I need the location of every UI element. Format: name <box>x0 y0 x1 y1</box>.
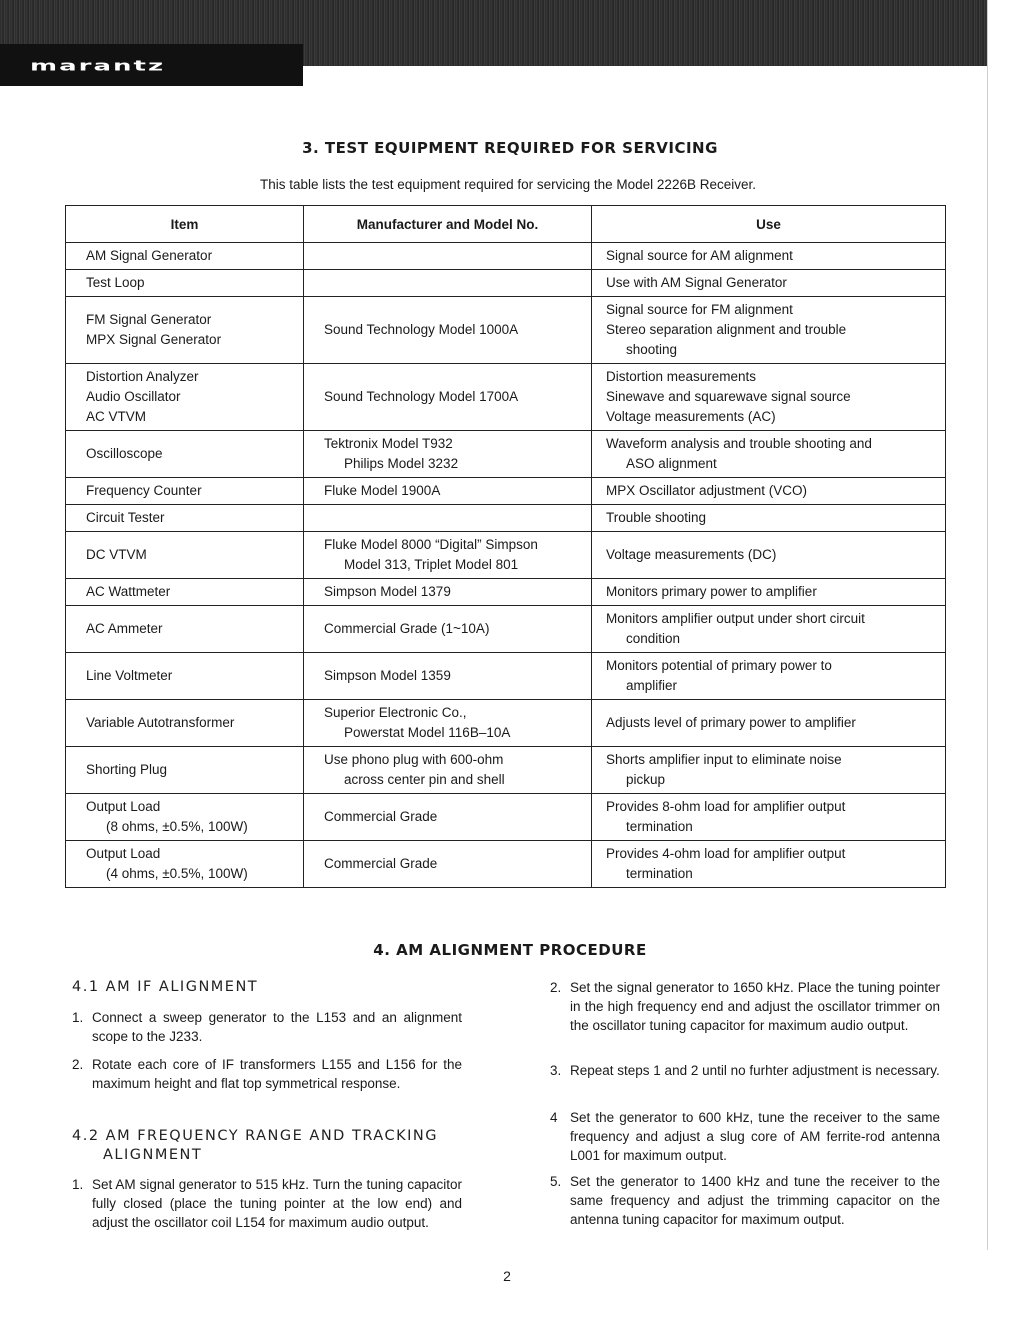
cell-item: Circuit Tester <box>66 505 304 532</box>
table-row <box>66 431 946 478</box>
list-item: 1. Connect a sweep generator to the L153 and an alignment scope to the J233. <box>72 1010 462 1044</box>
column-header-use: Use <box>592 206 946 243</box>
table-row <box>66 606 946 653</box>
cell-item: Test Loop <box>66 270 304 297</box>
cell-use: Signal source for FM alignment Stereo separation alignment and trouble shooting <box>592 297 946 364</box>
cell-use: Signal source for AM alignment <box>592 243 946 270</box>
table-header-row <box>66 206 946 243</box>
cell-use: Monitors amplifier output under short circuit condition <box>592 606 946 653</box>
cell-item: Shorting Plug <box>66 747 304 794</box>
list-item: 5. Set the generator to 1400 kHz and tune the receiver to the same frequency and adjust the trimming capacitor on the antenna tuning capacitor for maximum output. <box>550 1174 940 1227</box>
cell-model: Commercial Grade <box>304 794 592 841</box>
cell-item: Frequency Counter <box>66 478 304 505</box>
table-row <box>66 841 946 888</box>
column-header-model: Manufacturer and Model No. <box>304 206 592 243</box>
cell-model <box>304 505 592 532</box>
table-row <box>66 270 946 297</box>
cell-model: Simpson Model 1379 <box>304 579 592 606</box>
cell-model: Tektronix Model T932 Philips Model 3232 <box>304 431 592 478</box>
cell-model <box>304 270 592 297</box>
logo-text: marantz <box>30 57 166 75</box>
table-row <box>66 700 946 747</box>
list-item: 3. Repeat steps 1 and 2 until no furhter adjustment is necessary. <box>550 1063 940 1078</box>
table-row <box>66 747 946 794</box>
cell-model: Commercial Grade (1~10A) <box>304 606 592 653</box>
cell-use: Waveform analysis and trouble shooting and ASO alignment <box>592 431 946 478</box>
cell-item: AC Ammeter <box>66 606 304 653</box>
table-row <box>66 478 946 505</box>
cell-item: Variable Autotransformer <box>66 700 304 747</box>
cell-use: Trouble shooting <box>592 505 946 532</box>
cell-item: AC Wattmeter <box>66 579 304 606</box>
table-row <box>66 794 946 841</box>
table-row <box>66 532 946 579</box>
cell-item: Distortion Analyzer Audio Oscillator AC VTVM <box>66 364 304 431</box>
cell-item: DC VTVM <box>66 532 304 579</box>
subsection-4-1-title: 4.1 AM IF ALIGNMENT <box>72 979 259 995</box>
column-header-item: Item <box>66 206 304 243</box>
cell-model: Use phono plug with 600-ohm across center pin and shell <box>304 747 592 794</box>
cell-model <box>304 243 592 270</box>
section-3-intro: This table lists the test equipment required for servicing the Model 2226B Receiver. <box>259 177 756 192</box>
cell-use: MPX Oscillator adjustment (VCO) <box>592 478 946 505</box>
cell-use: Use with AM Signal Generator <box>592 270 946 297</box>
cell-use: Adjusts level of primary power to amplifier <box>592 700 946 747</box>
section-4-title: 4. AM ALIGNMENT PROCEDURE <box>373 941 647 959</box>
section-3-title: 3. TEST EQUIPMENT REQUIRED FOR SERVICING <box>302 139 718 157</box>
cell-model: Fluke Model 1900A <box>304 478 592 505</box>
table-row <box>66 364 946 431</box>
cell-model: Fluke Model 8000 “Digital” Simpson Model 313, Triplet Model 801 <box>304 532 592 579</box>
cell-model: Sound Technology Model 1700A <box>304 364 592 431</box>
cell-use: Provides 8-ohm load for amplifier output termination <box>592 794 946 841</box>
list-item: 2. Set the signal generator to 1650 kHz. Place the tuning pointer in the high frequency end and adjust the oscillator trimmer on the oscillator tuning capacitor for maximum audio output. <box>550 980 940 1033</box>
cell-model: Simpson Model 1359 <box>304 653 592 700</box>
list-item: 1. Set AM signal generator to 515 kHz. Turn the tuning capacitor fully closed (place the tuning pointer at the low end) and adjust the oscillator coil L154 for maximum audio output. <box>72 1177 462 1230</box>
cell-item: AM Signal Generator <box>66 243 304 270</box>
table-row <box>66 653 946 700</box>
table-row <box>66 579 946 606</box>
table-row <box>66 243 946 270</box>
page-number: 2 <box>503 1268 511 1284</box>
cell-model: Superior Electronic Co., Powerstat Model 116B–10A <box>304 700 592 747</box>
cell-item: Output Load (4 ohms, ±0.5%, 100W) <box>66 841 304 888</box>
cell-use: Voltage measurements (DC) <box>592 532 946 579</box>
equipment-table <box>65 205 946 888</box>
cell-model: Commercial Grade <box>304 841 592 888</box>
table-row <box>66 297 946 364</box>
cell-use: Monitors primary power to amplifier <box>592 579 946 606</box>
list-item: 2. Rotate each core of IF transformers L155 and L156 for the maximum height and flat top symmetrical response. <box>72 1057 462 1091</box>
subsection-4-2-title: 4.2 AM FREQUENCY RANGE AND TRACKING ALIGNMENT <box>72 1128 438 1163</box>
cell-use: Shorts amplifier input to eliminate noise pickup <box>592 747 946 794</box>
brand-logo <box>0 44 303 86</box>
list-item: 4 Set the generator to 600 kHz, tune the receiver to the same frequency and adjust a slug core of AM ferrite-rod antenna L001 for maximum output. <box>550 1110 940 1163</box>
cell-model: Sound Technology Model 1000A <box>304 297 592 364</box>
cell-item: Line Voltmeter <box>66 653 304 700</box>
cell-use: Provides 4-ohm load for amplifier output termination <box>592 841 946 888</box>
cell-item: Oscilloscope <box>66 431 304 478</box>
cell-use: Monitors potential of primary power to amplifier <box>592 653 946 700</box>
cell-item: Output Load (8 ohms, ±0.5%, 100W) <box>66 794 304 841</box>
table-row <box>66 505 946 532</box>
cell-use: Distortion measurements Sinewave and squarewave signal source Voltage measurements (AC) <box>592 364 946 431</box>
cell-item: FM Signal Generator MPX Signal Generator <box>66 297 304 364</box>
